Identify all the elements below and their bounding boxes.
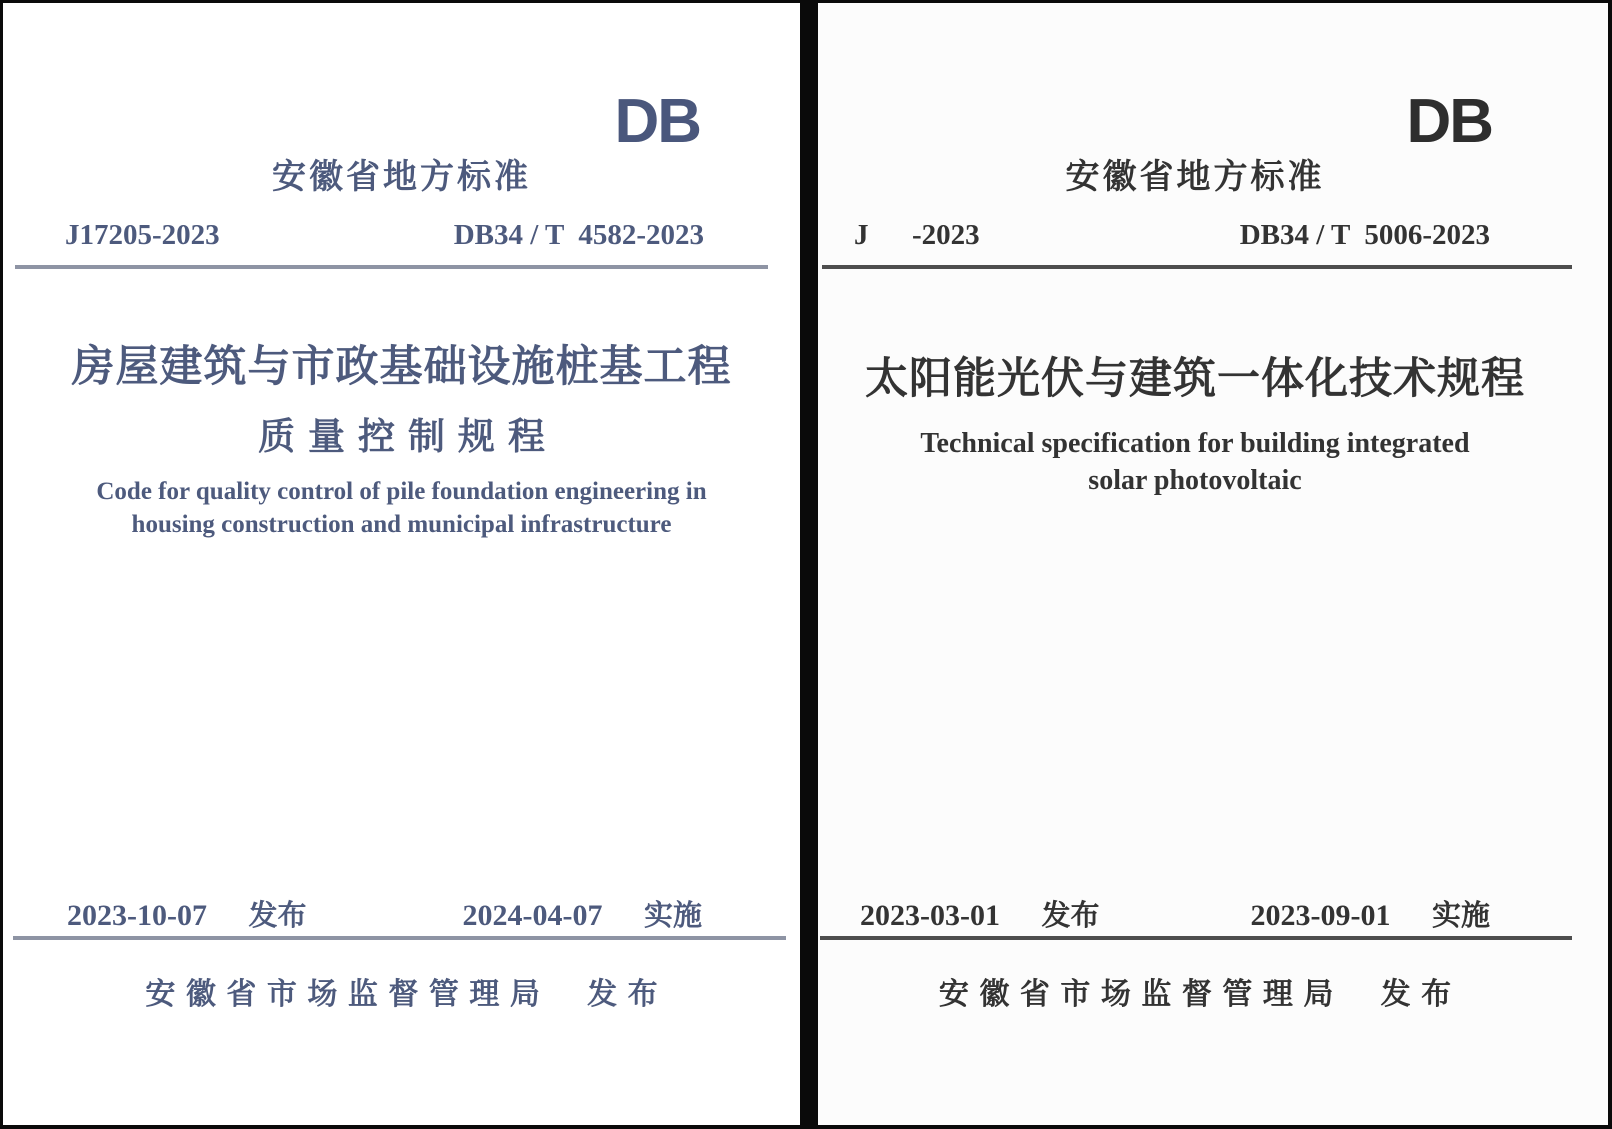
implementation-date-group xyxy=(1251,893,1491,934)
title-block xyxy=(3,343,800,541)
title-cn-line2: 质量控制规程 xyxy=(258,417,558,459)
standard-cover-right xyxy=(818,3,1608,1125)
subtitle-en xyxy=(818,426,1572,499)
footer-rule xyxy=(820,936,1572,940)
footer-rule xyxy=(13,936,786,940)
dates-row xyxy=(860,893,1490,934)
standard-number: DB34 / T 5006-2023 xyxy=(1239,219,1490,251)
implementation-label: 实施 xyxy=(1431,900,1490,932)
publisher-action: 发布 xyxy=(587,978,669,1011)
issue-date: 2023-10-07 xyxy=(67,899,207,932)
header-rule xyxy=(822,265,1572,269)
standard-type-heading: 安徽省地方标准 xyxy=(1065,159,1325,196)
standard-type-heading: 安徽省地方标准 xyxy=(272,159,531,196)
issue-label: 发布 xyxy=(1041,900,1100,932)
standard-number: DB34 / T 4582-2023 xyxy=(453,219,704,251)
publisher-action: 发布 xyxy=(1380,978,1462,1011)
standard-numbers-row xyxy=(65,219,704,252)
title-cn-line1: 房屋建筑与市政基础设施桩基工程 xyxy=(71,344,732,391)
db-logo: DB xyxy=(614,87,700,156)
publisher-name: 安徽省市场监督管理局 xyxy=(938,978,1344,1011)
db-logo: DB xyxy=(1406,87,1492,156)
standard-numbers-row xyxy=(854,219,1490,252)
issue-date: 2023-03-01 xyxy=(860,899,1000,932)
record-number: J -2023 xyxy=(854,219,980,251)
publisher-name: 安徽省市场监督管理局 xyxy=(145,978,551,1011)
header-rule xyxy=(15,265,768,269)
subtitle-en-line1: Code for quality control of pile foundation engineering in xyxy=(96,478,707,506)
issue-date-group xyxy=(67,893,307,934)
implementation-label: 实施 xyxy=(643,900,702,932)
issue-label: 发布 xyxy=(248,900,307,932)
dates-row xyxy=(67,893,702,934)
publisher-line xyxy=(3,969,800,1013)
subtitle-en-line2: solar photovoltaic xyxy=(1088,464,1302,496)
implementation-date-group xyxy=(463,893,703,934)
implementation-date: 2023-09-01 xyxy=(1250,899,1391,932)
subtitle-en xyxy=(3,476,800,541)
subtitle-en-line1: Technical specification for building integrated xyxy=(920,428,1470,460)
record-number: J17205-2023 xyxy=(65,219,220,251)
publisher-line xyxy=(818,969,1608,1013)
title-block xyxy=(818,355,1608,499)
standard-cover-left xyxy=(3,3,800,1125)
subtitle-en-line2: housing construction and municipal infrastructure xyxy=(131,510,672,538)
issue-date-group xyxy=(860,893,1100,934)
implementation-date: 2024-04-07 xyxy=(462,899,603,932)
title-cn-line1: 太阳能光伏与建筑一体化技术规程 xyxy=(865,356,1525,403)
